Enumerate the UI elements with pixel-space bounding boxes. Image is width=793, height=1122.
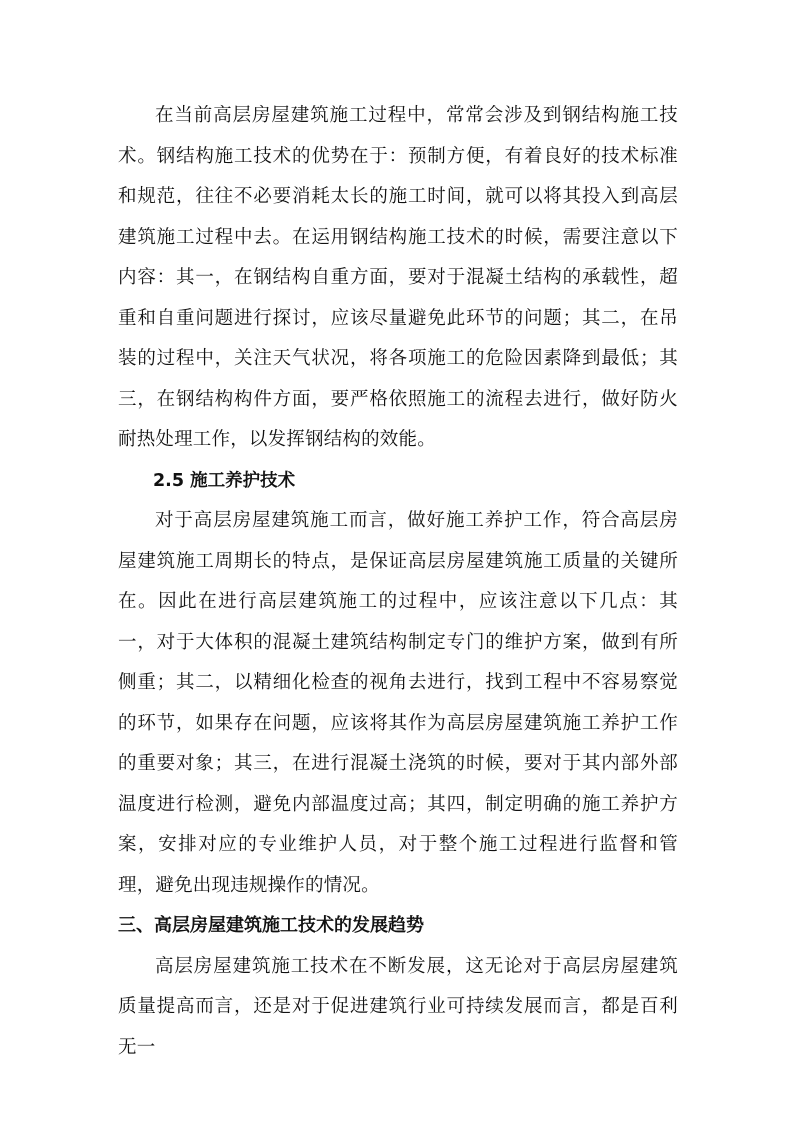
development-trend-paragraph: 高层房屋建筑施工技术在不断发展，这无论对于高层房屋建筑质量提高而言，还是对于促进建筑行业可持续发展而言，都是百利无一 xyxy=(118,955,678,1058)
section-3-heading: 三、高层房屋建筑施工技术的发展趋势 xyxy=(118,915,424,936)
steel-structure-paragraph: 在当前高层房屋建筑施工过程中，常常会涉及到钢结构施工技术。钢结构施工技术的优势在于：预制方便，有着良好的技术标准和规范，往往不必要消耗太长的施工时间，就可以将其投入到高层建筑施工过程中去。在运用钢结构施工技术的时候，需要注意以下内容：其一，在钢结构自重方面，要对于混凝土结构的承载性，超重和自重问题进行探讨，应该尽量避免此环节的问题；其二，在吊装的过程中，关注天气状况，将各项施工的危险因素降到最低；其三，在钢结构构件方面，要严格依照施工的流程去进行，做好防火耐热处理工作，以发挥钢结构的效能。 xyxy=(118,105,678,450)
section-2-5-heading: 2.5 施工养护技术 xyxy=(153,470,296,491)
document-page xyxy=(118,96,678,1068)
curing-technology-paragraph: 对于高层房屋建筑施工而言，做好施工养护工作，符合高层房屋建筑施工周期长的特点，是保证高层房屋建筑施工质量的关键所在。因此在进行高层建筑施工的过程中，应该注意以下几点：其一，对于大体积的混凝土建筑结构制定专门的维护方案，做到有所侧重；其二，以精细化检查的视角去进行，找到工程中不容易察觉的环节，如果存在问题，应该将其作为高层房屋建筑施工养护工作的重要对象；其三，在进行混凝土浇筑的时候，要对于其内部外部温度进行检测，避免内部温度过高；其四，制定明确的施工养护方案，安排对应的专业维护人员，对于整个施工过程进行监督和管理，避免出现违规操作的情况。 xyxy=(118,510,678,896)
